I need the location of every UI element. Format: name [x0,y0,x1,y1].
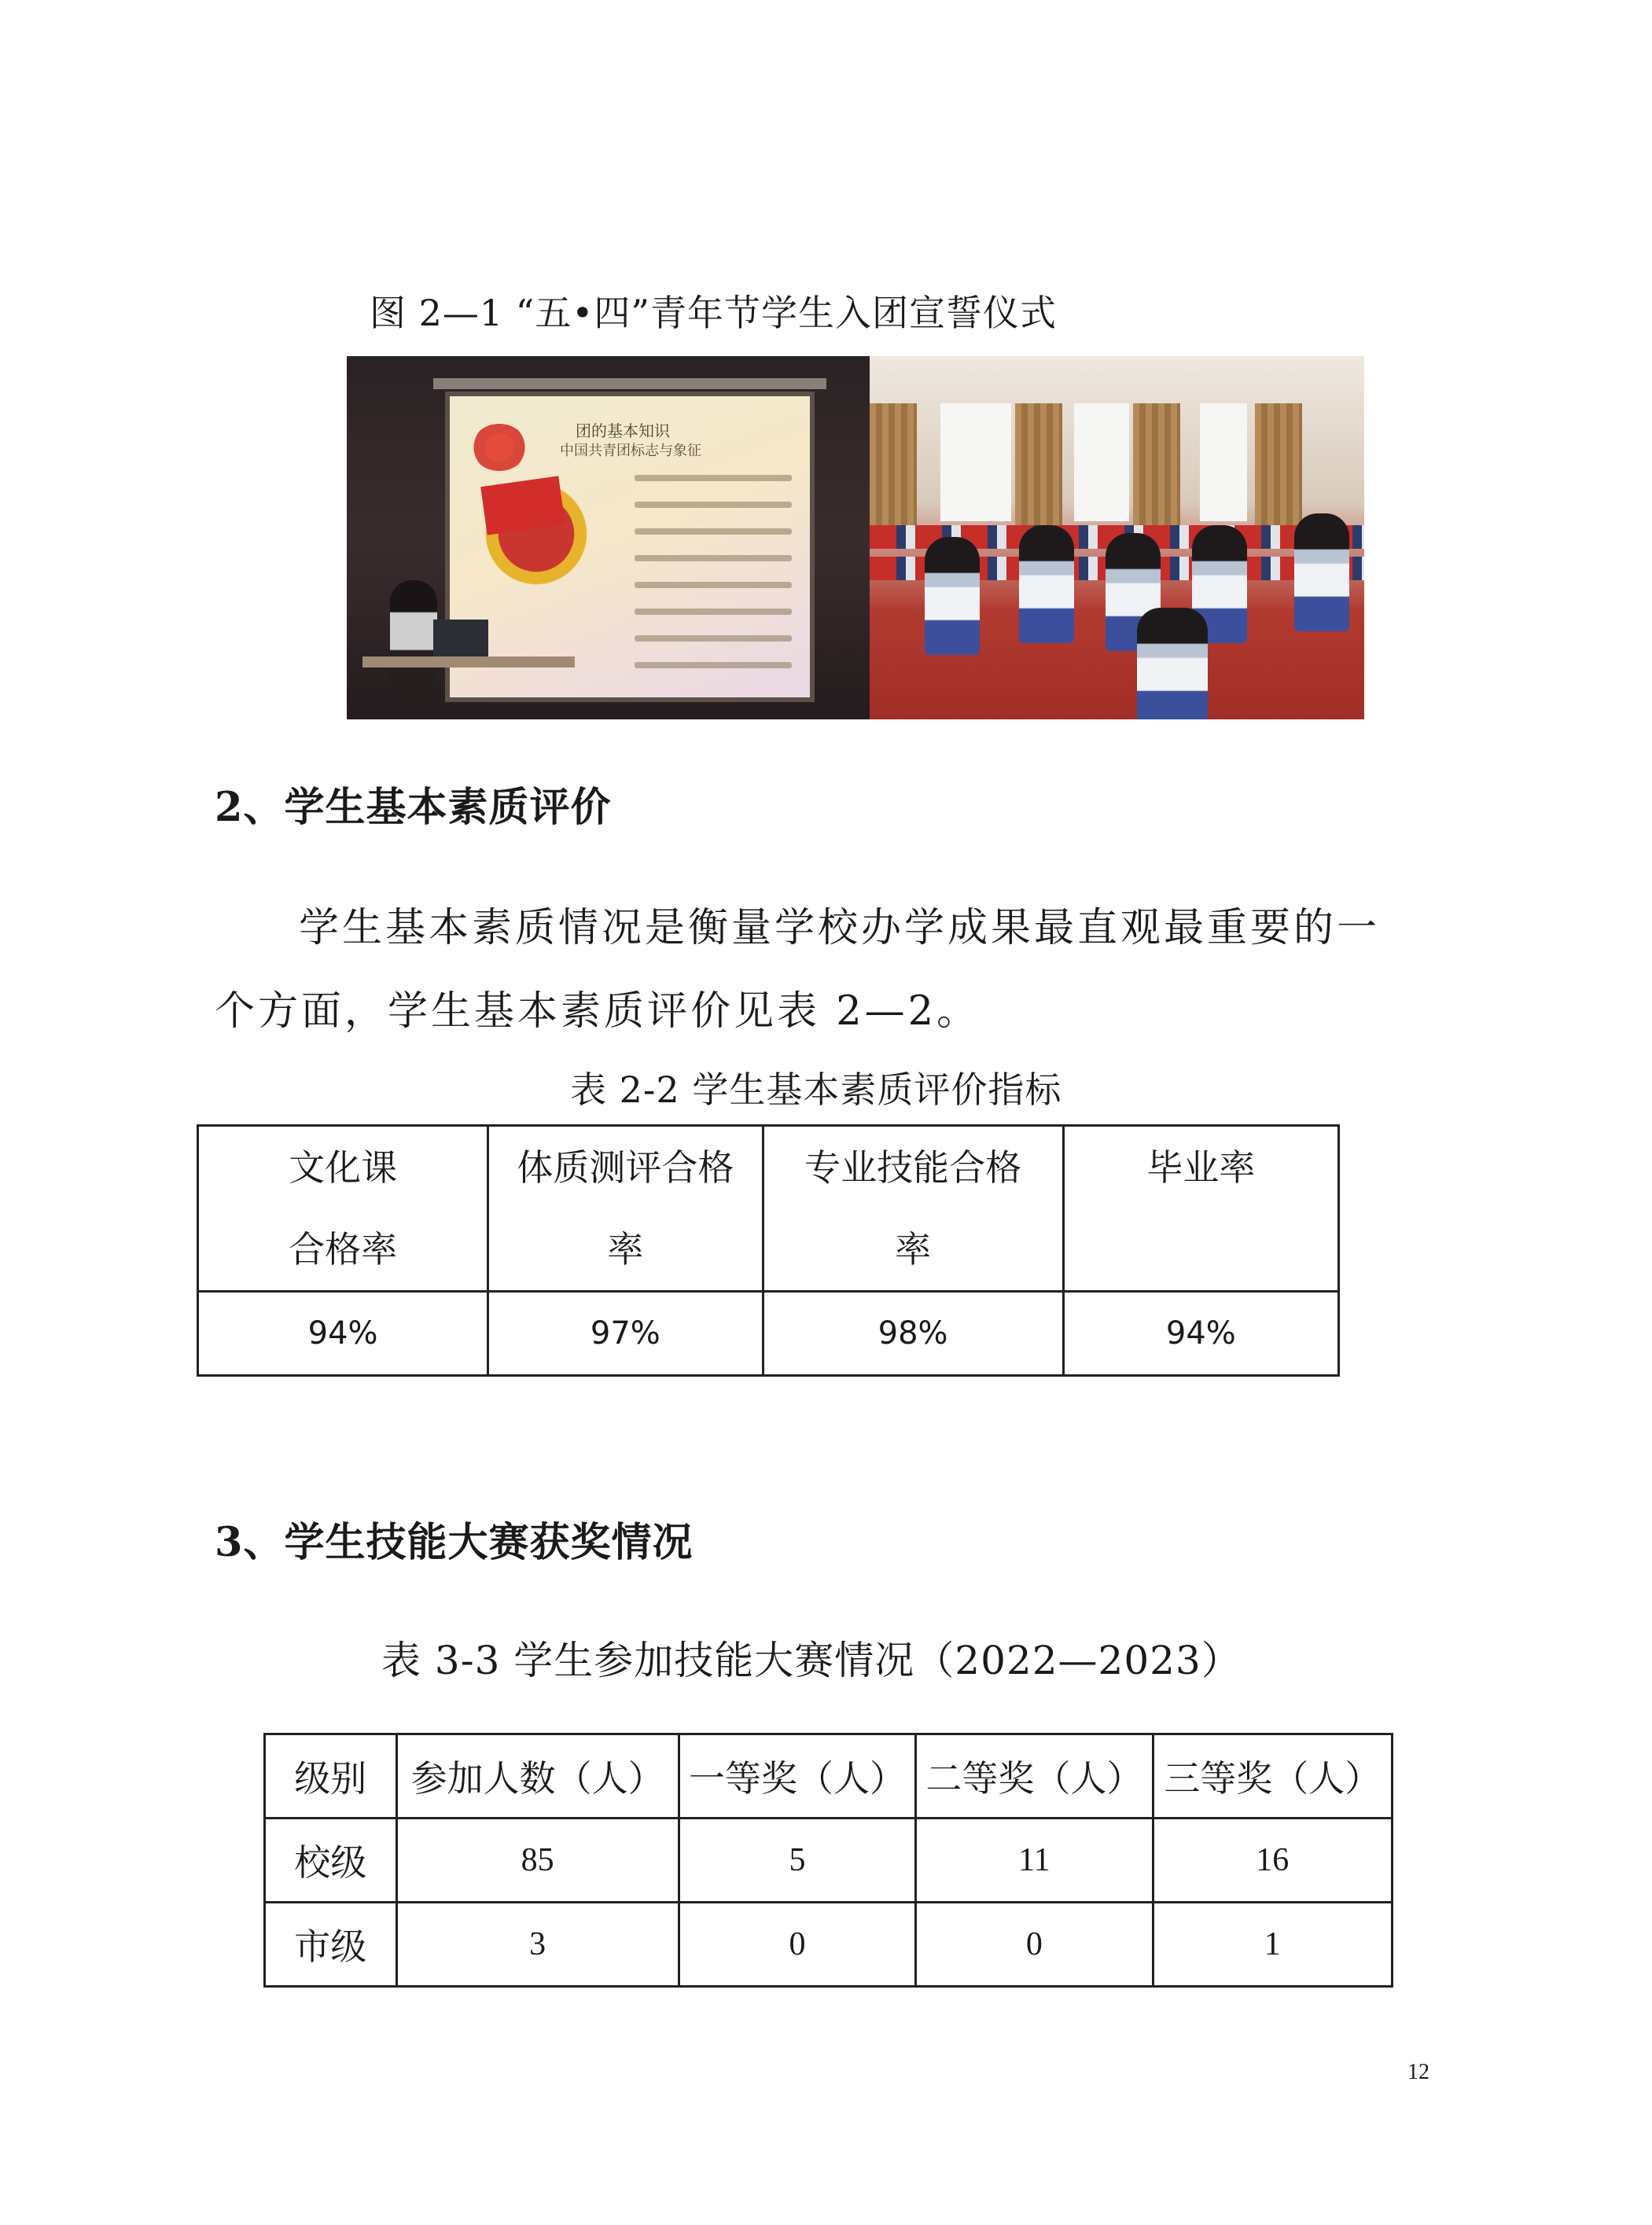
student [1019,525,1074,643]
curtain [1015,403,1062,537]
table-cell: 11 [916,1819,1153,1903]
table-row [198,1292,1339,1376]
curtain [1133,403,1180,537]
header-line: 文化课 [289,1146,398,1189]
presentation-photo [347,356,870,719]
table-row [265,1819,1393,1903]
table-cell: 94% [198,1292,488,1376]
table-header-cell: 二等奖（人） [916,1734,1153,1819]
table-row [265,1903,1393,1987]
student [1137,608,1208,719]
table-header-cell: 一等奖（人） [679,1734,915,1819]
table-cell: 97% [488,1292,763,1376]
window [1074,403,1129,521]
projection-screen [445,392,815,702]
slide-subtitle: 中国共青团标志与象征 [560,443,701,459]
table-caption: 表 2-2 学生基本素质评价指标 [570,1068,1062,1111]
header-line: 率 [895,1228,932,1271]
table-cell: 16 [1153,1819,1392,1903]
table-caption: 表 3-3 学生参加技能大赛情况（2022—2023） [381,1638,1242,1683]
flower-decoration [472,424,527,471]
table-cell: 0 [679,1903,915,1987]
audience-photo [870,356,1364,719]
curtain [1255,403,1302,537]
student [925,537,980,655]
header-line: 毕业率 [1146,1146,1256,1189]
table-cell: 0 [916,1903,1153,1987]
header-line: 专业技能合格 [804,1146,1022,1189]
table-header-cell: 参加人数（人） [396,1734,679,1819]
table-cell: 1 [1153,1903,1392,1987]
table-cell: 校级 [265,1819,397,1903]
header-line: 率 [607,1228,644,1271]
window [940,403,1011,521]
table-header-cell [763,1126,1063,1292]
paragraph-line: 个方面，学生基本素质评价见表 2—2。 [215,988,981,1035]
table-header-row [265,1734,1393,1819]
quality-table [197,1124,1340,1377]
header-line: 体质测评合格 [517,1146,734,1189]
table-header-cell: 三等奖（人） [1153,1734,1392,1819]
table-cell: 94% [1063,1292,1338,1376]
header-line: 合格率 [289,1228,398,1271]
table-header-cell: 级别 [265,1734,397,1819]
league-emblem-icon [477,475,595,593]
table-header-row [198,1126,1339,1292]
section-heading: 2、学生基本素质评价 [215,784,612,831]
table-cell: 85 [396,1819,679,1903]
student [1294,513,1349,631]
laptop [433,620,488,657]
curtain [870,403,917,537]
slide-text-lines [635,475,792,689]
table-cell: 5 [679,1819,915,1903]
table-header-cell [198,1126,488,1292]
table-cell: 98% [763,1292,1063,1376]
table-cell: 市级 [265,1903,397,1987]
window [1200,403,1247,521]
figure-photos [347,356,1364,719]
table-cell: 3 [396,1903,679,1987]
competition-table [263,1733,1393,1988]
slide-title: 团的基本知识 [576,421,670,440]
presenter [390,580,437,706]
table-header-cell [488,1126,763,1292]
desk [362,656,575,668]
page-number: 12 [1407,2060,1429,2084]
projector-bar [433,378,826,389]
figure-caption: 图 2—1 “五•四”青年节学生入团宣誓仪式 [370,292,1057,334]
table-header-cell [1063,1126,1338,1292]
section-heading: 3、学生技能大赛获奖情况 [215,1519,694,1566]
paragraph-line: 学生基本素质情况是衡量学校办学成果最直观最重要的一 [299,905,1381,951]
